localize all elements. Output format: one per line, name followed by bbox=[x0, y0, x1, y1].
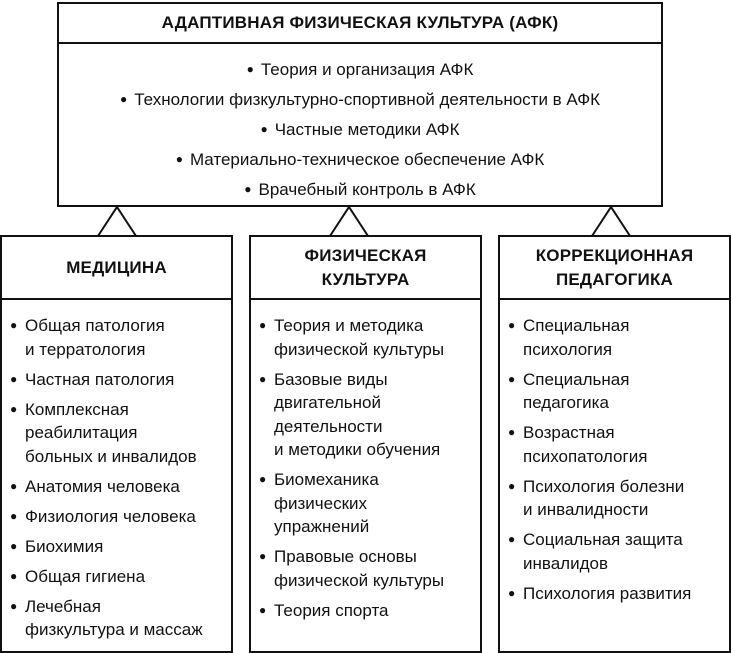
afk-item: ● Технологии физкультурно-спортивной деятельности в АФК bbox=[59, 85, 661, 115]
afk-item: ● Врачебный контроль в АФК bbox=[59, 175, 661, 205]
correctional-pedagogy-item: ● Возрастная психопатология bbox=[500, 421, 729, 468]
medicine-item: ● Лечебная физкультура и массаж bbox=[2, 595, 231, 642]
medicine-item: ● Биохимия bbox=[2, 535, 231, 559]
medicine-title: МЕДИЦИНА bbox=[2, 237, 231, 300]
correctional-pedagogy-item: ● Специальная педагогика bbox=[500, 368, 729, 415]
correctional-pedagogy-item: ● Социальная защита инвалидов bbox=[500, 528, 729, 575]
medicine-box bbox=[0, 235, 233, 653]
medicine-item: ● Комплексная реабилитация больных и инвалидов bbox=[2, 398, 231, 469]
physical-culture-item: ● Правовые основы физической культуры bbox=[251, 545, 480, 592]
physical-culture-items-list bbox=[251, 300, 480, 622]
afk-item: ● Материально-техническое обеспечение АФК bbox=[59, 145, 661, 175]
afk-items-list bbox=[59, 44, 661, 205]
physical-culture-item: ● Теория и методика физической культуры bbox=[251, 314, 480, 361]
physical-culture-box bbox=[249, 235, 482, 653]
afk-main-box bbox=[57, 2, 663, 207]
correctional-pedagogy-item: ● Специальная психология bbox=[500, 314, 729, 361]
medicine-item: ● Общая гигиена bbox=[2, 565, 231, 589]
medicine-item: ● Частная патология bbox=[2, 368, 231, 392]
correctional-pedagogy-item: ● Психология болезни и инвалидности bbox=[500, 475, 729, 522]
connector-physical-culture bbox=[330, 207, 368, 236]
connector-medicine bbox=[98, 207, 136, 236]
afk-item: ● Частные методики АФК bbox=[59, 115, 661, 145]
correctional-pedagogy-items-list bbox=[500, 300, 729, 605]
physical-culture-item: ● Теория спорта bbox=[251, 599, 480, 623]
connector-correctional-pedagogy bbox=[592, 207, 630, 236]
physical-culture-title: ФИЗИЧЕСКАЯ КУЛЬТУРА bbox=[251, 237, 480, 300]
medicine-item: ● Анатомия человека bbox=[2, 475, 231, 499]
correctional-pedagogy-box bbox=[498, 235, 731, 653]
physical-culture-item: ● Биомеханика физических упражнений bbox=[251, 468, 480, 539]
afk-item: ● Теория и организация АФК bbox=[59, 55, 661, 85]
afk-title: АДАПТИВНАЯ ФИЗИЧЕСКАЯ КУЛЬТУРА (АФК) bbox=[59, 4, 661, 44]
medicine-item: ● Физиология человека bbox=[2, 505, 231, 529]
physical-culture-item: ● Базовые виды двигательной деятельности и методики обучения bbox=[251, 368, 480, 462]
correctional-pedagogy-item: ● Психология развития bbox=[500, 582, 729, 606]
medicine-items-list bbox=[2, 300, 231, 642]
correctional-pedagogy-title: КОРРЕКЦИОННАЯ ПЕДАГОГИКА bbox=[500, 237, 729, 300]
medicine-item: ● Общая патология и терратология bbox=[2, 314, 231, 361]
